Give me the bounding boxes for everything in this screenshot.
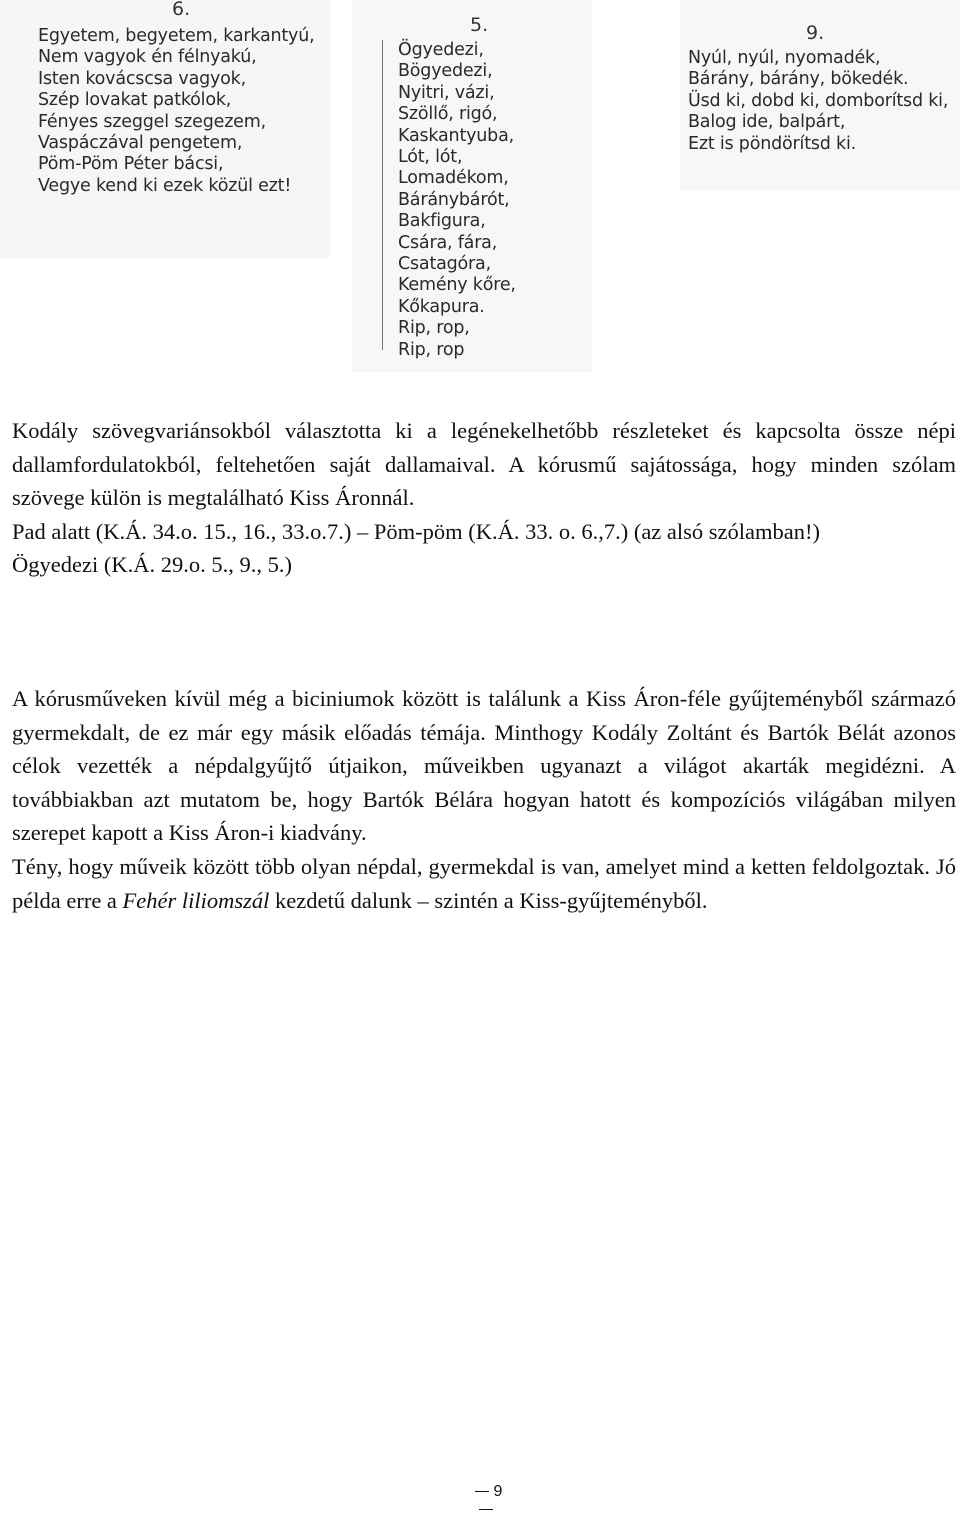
paragraph-text-lead: Tény, hogy műveik között több olyan népdal, gyermekdal is van, amelyet mind a ketten feldolgoztak. Jó példa erre a xyxy=(12,853,956,913)
paragraph-text-end: kezdetű dalunk – szintén a Kiss-gyűjteményből. xyxy=(269,887,708,913)
scan-line: Szép lovakat patkólok, xyxy=(38,90,232,111)
scan-line: Nyúl, nyúl, nyomadék, xyxy=(688,48,881,68)
scan-line: Bögyedezi, xyxy=(398,61,493,82)
scan-line: Fényes szeggel szegezem, xyxy=(38,111,266,132)
page-number: 9 xyxy=(462,1483,510,1519)
scan-line: Kemény kőre, xyxy=(398,275,516,296)
scan-line: Lót, lót, xyxy=(398,147,463,168)
scan-line: Nyitri, vázi, xyxy=(398,82,495,103)
scan-line: Vaspáczával pengetem, xyxy=(38,133,243,154)
margin-rule xyxy=(382,40,383,350)
scan-line: Pöm-Pöm Péter bácsi, xyxy=(38,154,224,175)
scan-line: Szöllő, rigó, xyxy=(398,104,498,125)
scan-number: 6. xyxy=(172,0,191,20)
scan-line: Vegye kend ki ezek közül ezt! xyxy=(38,175,292,196)
paragraph-bartok xyxy=(12,682,956,917)
paragraph-text xyxy=(12,850,956,917)
scan-excerpt-9 xyxy=(680,0,960,190)
scan-lines xyxy=(38,26,314,197)
scan-line: Bárány, bárány, bökedék. xyxy=(688,69,909,90)
song-title: Fehér liliomszál xyxy=(122,887,270,913)
scan-excerpt-6 xyxy=(0,0,330,258)
paragraph-line: Pad alatt (K.Á. 34.o. 15., 16., 33.o.7.) – Pöm-pöm (K.Á. 33. o. 6.,7.) (az alsó szólamban!) xyxy=(12,518,820,544)
scan-lines xyxy=(688,48,948,155)
scan-line: Nem vagyok én félnyakú, xyxy=(38,47,257,68)
scan-lines xyxy=(398,40,516,361)
scan-line: Csára, fára, xyxy=(398,232,498,253)
scan-number: 9. xyxy=(806,22,825,44)
scan-line: Lomadékom, xyxy=(398,168,509,189)
scan-line: Csatagóra, xyxy=(398,254,491,275)
paragraph-line: Kodály szövegvariánsokból választotta ki a legénekelhetőbb részleteket és kapcsolta össze népi dallamfordulatokból, feltehetően saját dallamaival. A kórusmű sajátossága, hogy minden szólam szövege külön is megtalálható Kiss Áronnál. xyxy=(12,418,956,511)
paragraph-text xyxy=(12,682,956,850)
scan-line: Bakfigura, xyxy=(398,211,486,232)
scan-excerpt-5 xyxy=(352,0,592,372)
scan-line: Isten kovácscsa vagyok, xyxy=(38,68,246,89)
paragraph-line: Ögyedezi (K.Á. 29.o. 5., 9., 5.) xyxy=(12,552,292,578)
scan-line: Kőkapura. xyxy=(398,296,485,317)
scan-number: 5. xyxy=(470,14,489,36)
scan-line: Üsd ki, dobd ki, domborítsd ki, xyxy=(688,90,949,111)
scan-line: Egyetem, begyetem, karkantyú, xyxy=(38,26,315,46)
paragraph-kodaly xyxy=(12,414,956,582)
scan-line: Báránybárót, xyxy=(398,189,510,210)
scan-line: Balog ide, balpárt, xyxy=(688,112,846,133)
scan-line: Rip, rop, xyxy=(398,318,470,339)
scan-line: Ögyedezi, xyxy=(398,40,484,60)
scan-line: Ezt is pöndörítsd ki. xyxy=(688,133,856,154)
paragraph-text-start: A kórusműveken kívül még a biciniumok között is találunk a Kiss Áron-féle gyűjteményből származó gyermekdalt, de ez már egy másik előadás témája. Minthogy Kodály Zoltánt és Bartók Bélát azonos célok vezették a népdalgyűjtő útjaikon, műveikben ugyanazt a világot akarták megidézni. A továbbiakban azt mutatom be, hogy Bartók Bélára hogyan hatott és kompozíciós világában milyen szerepet kapott a Kiss Áron-i kiadvány. xyxy=(12,686,956,846)
scan-line: Rip, rop xyxy=(398,339,465,360)
scan-line: Kaskantyuba, xyxy=(398,125,514,146)
